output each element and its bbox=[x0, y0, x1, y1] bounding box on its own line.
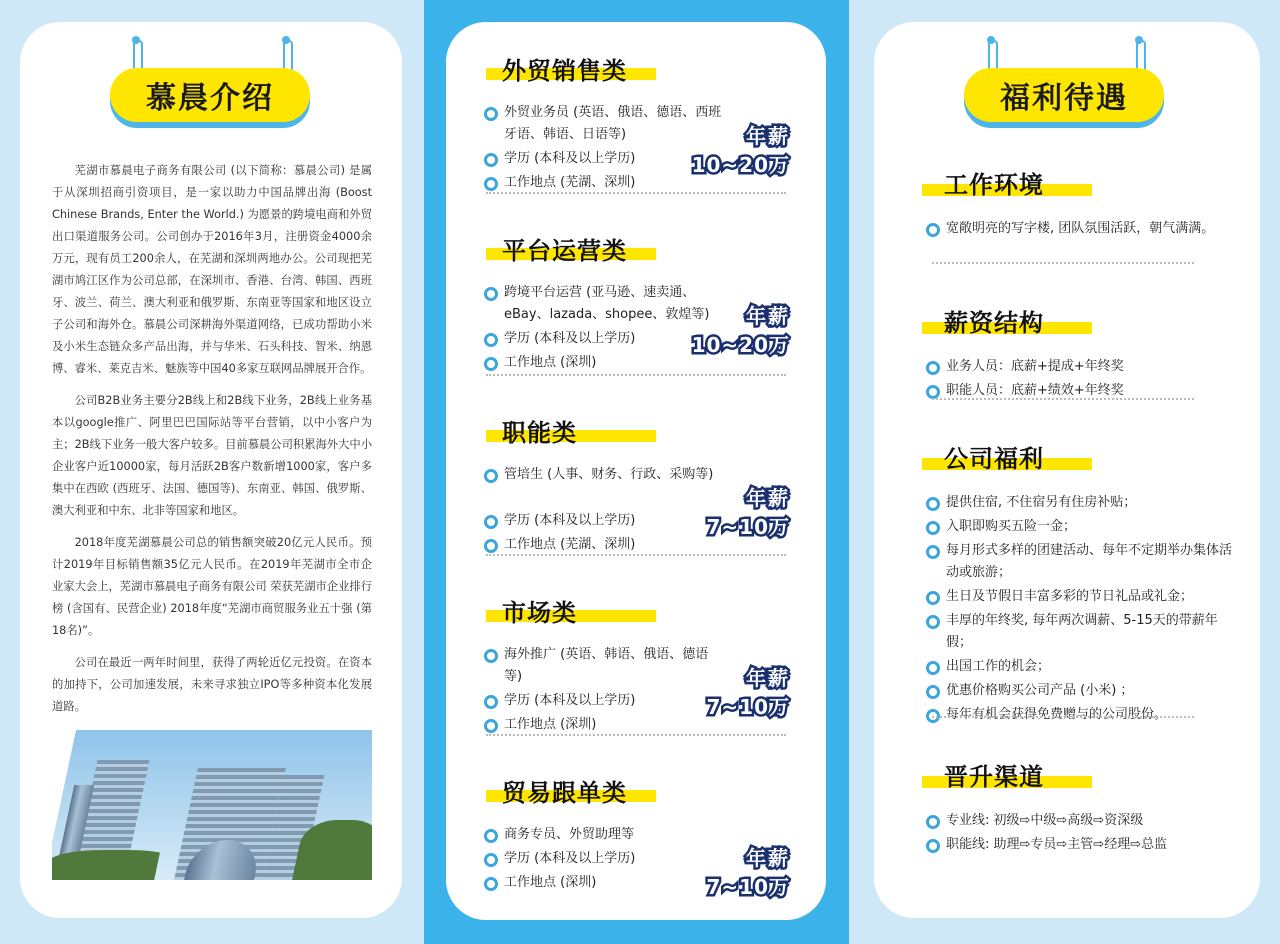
section-divider bbox=[932, 398, 1194, 400]
benefit-item bbox=[926, 356, 1236, 378]
bullet-icon bbox=[484, 695, 498, 709]
company-building-photo bbox=[52, 730, 372, 880]
bullet-icon bbox=[484, 107, 498, 121]
benefits-title: 福利待遇 bbox=[1000, 81, 1128, 116]
benefit-item bbox=[926, 540, 1236, 584]
salary-amount: 7~10万 bbox=[706, 875, 790, 899]
bullet-icon bbox=[484, 719, 498, 733]
bullet-icon bbox=[926, 661, 940, 675]
benefit-text: 每年有机会获得免费赠与的公司股份。 bbox=[946, 707, 1168, 722]
intro-text bbox=[52, 160, 372, 728]
benefit-item bbox=[926, 218, 1236, 240]
job-detail-text: 海外推广 (英语、韩语、俄语、德语等) bbox=[504, 647, 709, 684]
bullet-icon bbox=[484, 333, 498, 347]
bullet-icon bbox=[926, 685, 940, 699]
bullet-icon bbox=[926, 591, 940, 605]
benefit-section-title: 工作环境 bbox=[944, 170, 1044, 199]
benefit-item bbox=[926, 834, 1236, 856]
benefit-text: 每月形式多样的团建活动、每年不定期举办集体活动或旅游； bbox=[946, 543, 1233, 580]
bullet-icon bbox=[484, 357, 498, 371]
job-detail-text: 工作地点 (深圳) bbox=[504, 355, 597, 370]
bullet-icon bbox=[484, 515, 498, 529]
job-detail-text: 工作地点 (深圳) bbox=[504, 717, 597, 732]
job-detail-text: 工作地点 (芜湖、深圳) bbox=[504, 175, 636, 190]
benefit-item bbox=[926, 656, 1236, 678]
bullet-icon bbox=[484, 853, 498, 867]
benefit-text: 提供住宿, 不住宿另有住房补贴； bbox=[946, 495, 1137, 510]
benefit-item bbox=[926, 586, 1236, 608]
benefits-title-badge bbox=[964, 68, 1164, 122]
job-detail-text: 商务专员、外贸助理等 bbox=[504, 827, 635, 842]
bullet-icon bbox=[484, 539, 498, 553]
bullet-icon bbox=[926, 385, 940, 399]
intro-title: 慕晨介绍 bbox=[146, 81, 274, 116]
job-category-title: 贸易跟单类 bbox=[502, 778, 627, 807]
benefit-item bbox=[926, 610, 1236, 654]
bullet-icon bbox=[926, 839, 940, 853]
job-detail-text: 工作地点 (深圳) bbox=[504, 875, 597, 890]
section-divider bbox=[932, 262, 1194, 264]
job-detail-text: 学历 (本科及以上学历) bbox=[504, 151, 636, 166]
salary-box bbox=[680, 482, 790, 540]
bullet-icon bbox=[484, 287, 498, 301]
job-detail-text: 工作地点 (芜湖、深圳) bbox=[504, 537, 636, 552]
section-divider bbox=[486, 192, 786, 194]
benefit-text: 专业线: 初级⇨中级⇨高级⇨资深级 bbox=[946, 813, 1144, 828]
benefit-text: 业务人员：底薪+提成+年终奖 bbox=[946, 359, 1124, 374]
intro-paragraph: 公司在最近一两年时间里，获得了两轮近亿元投资。在资本的加持下，公司加速发展，未来寻求独立IPO等多种资本化发展道路。 bbox=[52, 656, 372, 713]
benefit-text: 入职即购买五险一金； bbox=[946, 519, 1077, 534]
section-divider bbox=[486, 554, 786, 556]
bullet-icon bbox=[926, 223, 940, 237]
bullet-icon bbox=[484, 469, 498, 483]
job-detail-text: 学历 (本科及以上学历) bbox=[504, 513, 636, 528]
bullet-icon bbox=[484, 153, 498, 167]
salary-amount: 7~10万 bbox=[706, 515, 790, 539]
benefit-item bbox=[926, 810, 1236, 832]
job-category-title: 职能类 bbox=[502, 418, 577, 447]
benefit-item bbox=[926, 516, 1236, 538]
benefit-text: 生日及节假日丰富多彩的节日礼品或礼金； bbox=[946, 589, 1194, 604]
bullet-icon bbox=[484, 177, 498, 191]
salary-box bbox=[680, 300, 790, 358]
section-divider bbox=[486, 734, 786, 736]
benefit-text: 优惠价格购买公司产品 (小米) ； bbox=[946, 683, 1134, 698]
benefit-section-title: 晋升渠道 bbox=[944, 762, 1044, 791]
salary-box bbox=[680, 120, 790, 178]
benefit-text: 宽敞明亮的写字楼, 团队氛围活跃，朝气满满。 bbox=[946, 221, 1215, 236]
salary-label: 年薪 bbox=[746, 846, 790, 870]
salary-box bbox=[680, 842, 790, 900]
salary-box bbox=[680, 662, 790, 720]
bullet-icon bbox=[926, 545, 940, 559]
section-divider bbox=[486, 374, 786, 376]
job-detail-text: 学历 (本科及以上学历) bbox=[504, 331, 636, 346]
bullet-icon bbox=[484, 877, 498, 891]
intro-paragraph: 2018年度芜湖慕晨公司总的销售额突破20亿元人民币。预计2019年目标销售额35亿元人民币。在2019年芜湖市全市企业家大会上，芜湖市慕晨电子商务有限公司 荣获芜湖市企业排行榜 (含国有、民营企业) 2018年度“芜湖市商贸服务业五十强 (第18名)”。 bbox=[52, 536, 372, 637]
job-detail-text: 管培生 (人事、财务、行政、采购等) bbox=[504, 467, 714, 482]
salary-amount: 10~20万 bbox=[691, 333, 790, 357]
salary-label: 年薪 bbox=[746, 486, 790, 510]
benefit-item bbox=[926, 492, 1236, 514]
bullet-icon bbox=[926, 521, 940, 535]
salary-label: 年薪 bbox=[746, 304, 790, 328]
bullet-icon bbox=[926, 361, 940, 375]
job-detail-text: 外贸业务员 (英语、俄语、德语、西班牙语、韩语、日语等) bbox=[504, 105, 722, 142]
job-category-title: 平台运营类 bbox=[502, 236, 627, 265]
job-category-title: 市场类 bbox=[502, 598, 577, 627]
intro-paragraph: 芜湖市慕晨电子商务有限公司 (以下简称：慕晨公司) 是属于从深圳招商引资项目，是一家以助力中国品牌出海 (Boost Chinese Brands, Enter the World.) 为愿景的跨境电商和外贸出口渠道服务公司。公司创办于2016年3月，注册资金4000余万元，现有员工200余人，在芜湖和深圳两地办公。公司现把芜湖市鸠江区作为公司总部，在深圳市、香港、台湾、韩国、西班牙、波兰、荷兰、澳大利亚和俄罗斯、东南亚等国家和地区设立子公司和海外仓。慕晨公司深耕海外渠道网络，已成功帮助小米及小米生态链众多产品出海，并与华米、石头科技、智米、纳恩博、睿米、莱克吉米、魅族等中国40多家互联网品牌展开合作。 bbox=[52, 164, 372, 375]
benefit-item bbox=[926, 704, 1236, 726]
section-divider bbox=[932, 716, 1194, 718]
job-detail-text: 学历 (本科及以上学历) bbox=[504, 693, 636, 708]
intro-title-badge bbox=[110, 68, 310, 122]
benefit-item bbox=[926, 680, 1236, 702]
benefit-section-title: 薪资结构 bbox=[944, 308, 1044, 337]
bullet-icon bbox=[926, 615, 940, 629]
job-detail-text: 学历 (本科及以上学历) bbox=[504, 851, 636, 866]
salary-label: 年薪 bbox=[746, 666, 790, 690]
job-category-title: 外贸销售类 bbox=[502, 56, 627, 85]
benefit-text: 丰厚的年终奖, 每年两次调薪、5-15天的带薪年假； bbox=[946, 613, 1218, 650]
benefit-text: 职能线: 助理⇨专员⇨主管⇨经理⇨总监 bbox=[946, 837, 1168, 852]
intro-paragraph: 公司B2B业务主要分2B线上和2B线下业务，2B线上业务基本以google推广、阿里巴巴国际站等平台营销，以中小客户为主；2B线下业务一般大客户较多。目前慕晨公司积累海外大中小企业客户近10000家，每月活跃2B客户数新增1000家，客户多集中在西欧 (西班牙、法国、德国等)、东南亚、韩国、俄罗斯、澳大利亚和中东、北非等国家和地区。 bbox=[52, 394, 372, 517]
benefit-section-title: 公司福利 bbox=[944, 444, 1044, 473]
benefit-text: 职能人员：底薪+绩效+年终奖 bbox=[946, 383, 1124, 398]
job-detail-text: 跨境平台运营 (亚马逊、速卖通、eBay、lazada、shopee、敦煌等) bbox=[504, 285, 710, 322]
bullet-icon bbox=[484, 649, 498, 663]
bullet-icon bbox=[926, 497, 940, 511]
bullet-icon bbox=[926, 815, 940, 829]
salary-amount: 7~10万 bbox=[706, 695, 790, 719]
salary-label: 年薪 bbox=[746, 124, 790, 148]
benefit-text: 出国工作的机会； bbox=[946, 659, 1051, 674]
bullet-icon bbox=[484, 829, 498, 843]
salary-amount: 10~20万 bbox=[691, 153, 790, 177]
